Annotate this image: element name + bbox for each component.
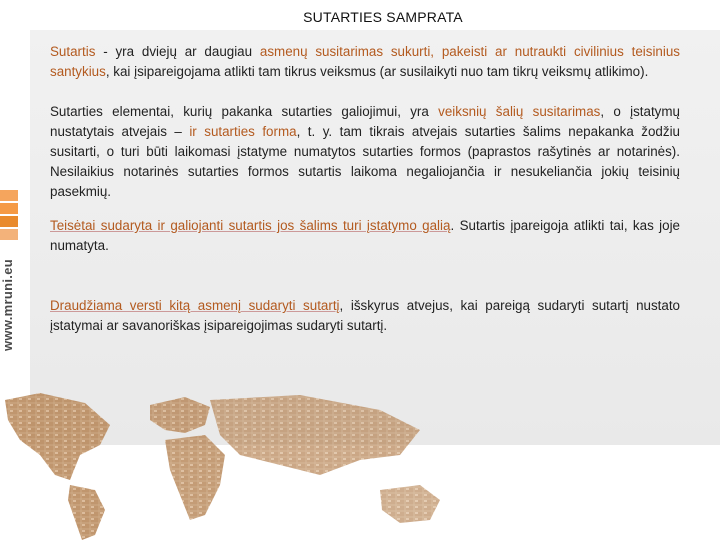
paragraph-elements [50,102,680,202]
world-map-decoration [0,385,560,540]
paragraph-definition [50,42,680,82]
highlighted-term: ir sutarties forma [189,124,297,139]
brand-stripe-4 [0,229,18,240]
highlighted-term: veiksnių šalių susitarimas [438,104,601,119]
body-text: - yra dviejų ar daugiau [95,44,260,59]
slide-title: SUTARTIES SAMPRATA [303,9,463,25]
highlighted-term: Draudžiama versti kitą asmenį sudaryti sutartį [50,298,340,313]
body-text: , išskyrus atvejus, kai pareigą sudaryti sutartį nustato įstatymai ar savanoriškas įsipareigojimas sudaryti sutartį. [50,298,680,333]
brand-stripe-1 [0,190,18,201]
brand-stripe-2 [0,203,18,214]
body-text: Sutarties elementai, kurių pakanka sutarties galiojimui, yra [50,104,439,119]
body-text: , t. y. tam tikrais atvejais sutarties šalims nepakanka žodžiu susitarti, o turi būti laikomasi įstatyme numatytos sutarties formos (paprastos rašytinės ar notarinės). Nesilaikius notarinės sutarties formos sutartis laikoma negaliojančia ir nesukeliančia jokių teisinių pasekmių. [50,124,680,199]
paragraph-legal-force [50,216,680,256]
paragraph-prohibition [50,296,680,336]
body-text: , kai įsipareigojama atlikti tam tikrus veiksmus (ar susilaikyti nuo tam tikrų veiksmų atlikimo). [105,64,649,79]
body-text: . Sutartis įpareigoja atlikti tai, kas joje numatyta. [50,218,680,253]
body-text: , o įstatymų nustatytais atvejais – [50,104,680,139]
slide-body [50,42,680,336]
highlighted-term: Teisėtai sudaryta ir galiojanti sutartis jos šalims turi įstatymo galią [50,218,451,233]
highlighted-term: asmenų susitarimas sukurti, pakeisti ar nutraukti civilinius teisinius santykius [50,44,680,79]
highlighted-term: Sutartis [50,44,96,59]
site-watermark: www.mruni.eu [0,259,15,351]
brand-stripe-3 [0,216,18,227]
